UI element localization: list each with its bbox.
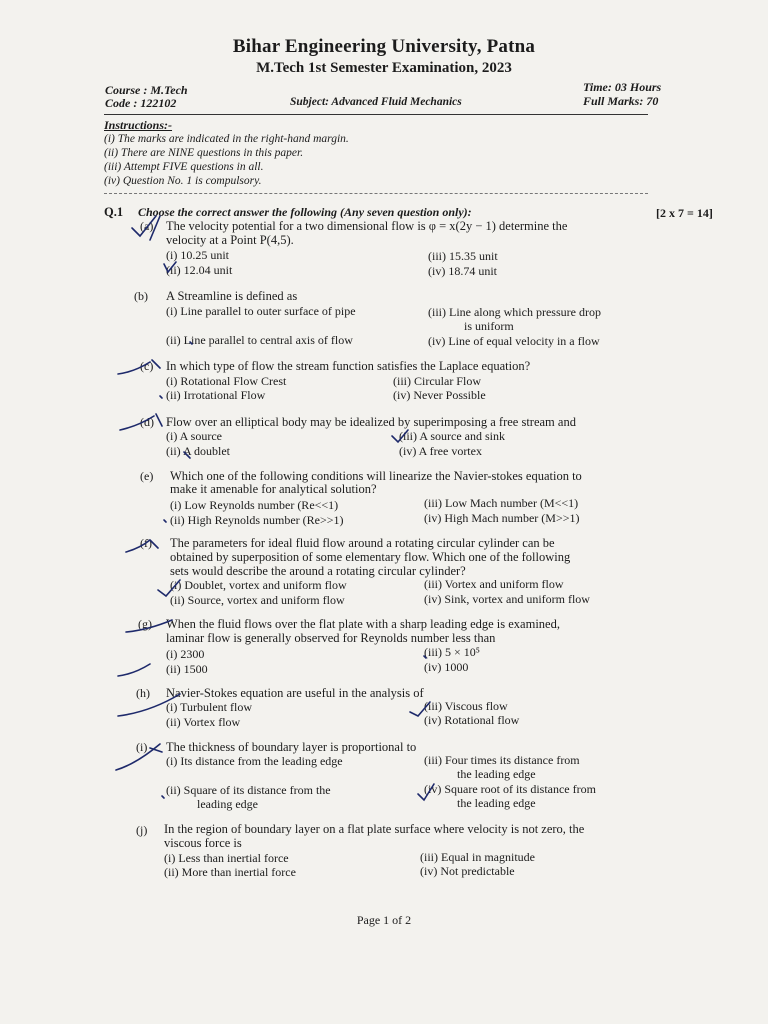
course-label: Course : M.Tech [105, 83, 188, 97]
part-label: (g) [138, 617, 152, 631]
part-label: (b) [134, 289, 148, 303]
code-label: Code : 122102 [105, 96, 177, 110]
full-marks-label: Full Marks: 70 [583, 94, 659, 108]
part-label: (j) [136, 823, 148, 837]
option: the leading edge [457, 767, 536, 781]
page-number: Page 1 of 2 [356, 913, 412, 927]
option: (ii) Line parallel to central axis of flow [166, 333, 353, 347]
time-label: Time: 03 Hours [583, 80, 662, 94]
instruction-item: (iii) Attempt FIVE questions in all. [104, 161, 264, 173]
question-text: make it amenable for analytical solution? [170, 482, 377, 496]
pen-mark-e-ii [164, 520, 166, 522]
option: (iii) Viscous flow [424, 699, 508, 713]
option: (iii) Four times its distance from [424, 753, 580, 767]
question-text: Which one of the following conditions will linearize the Navier-stokes equation to [170, 469, 582, 483]
option: (ii) High Reynolds number (Re>>1) [170, 513, 344, 527]
instruction-item: (ii) There are NINE questions in this paper. [104, 147, 304, 159]
option: (i) 10.25 unit [166, 248, 229, 262]
question-text: Navier-Stokes equation are useful in the analysis of [166, 686, 424, 700]
option: (iv) Rotational flow [424, 713, 520, 727]
option: (iii) 5 × 10⁵ [424, 645, 480, 659]
option: (iv) Square root of its distance from [424, 782, 596, 796]
option: (i) Doublet, vortex and uniform flow [170, 578, 347, 592]
option: the leading edge [457, 796, 536, 810]
part-label: (a) [140, 219, 154, 233]
part-label: (c) [140, 359, 154, 373]
option: (i) Less than inertial force [164, 851, 289, 865]
option: (iii) Vortex and uniform flow [424, 577, 564, 591]
option: (iv) Line of equal velocity in a flow [428, 334, 600, 348]
pen-mark-c [118, 360, 160, 374]
subject-label: Subject: Advanced Fluid Mechanics [290, 96, 462, 108]
question-text: In which type of flow the stream function satisfies the Laplace equation? [166, 359, 531, 373]
option: (i) Turbulent flow [166, 700, 253, 714]
header-divider [104, 114, 648, 115]
instruction-item: (iv) Question No. 1 is compulsory. [104, 175, 262, 187]
option: (iv) High Mach number (M>>1) [424, 511, 580, 525]
option: (ii) Square of its distance from the [166, 783, 331, 797]
question-text: In the region of boundary layer on a flat plate surface where velocity is not zero, the [164, 822, 585, 836]
option: leading edge [197, 797, 258, 811]
part-label: (e) [140, 469, 154, 483]
option: (iii) 15.35 unit [428, 249, 498, 263]
question-text: The thickness of boundary layer is proportional to [166, 740, 417, 754]
option: (iii) Line along which pressure drop [428, 305, 601, 319]
exam-title: M.Tech 1st Semester Examination, 2023 [256, 60, 512, 76]
option: (iv) A free vortex [399, 444, 482, 458]
question-text: The velocity potential for a two dimensional flow is φ = x(2y − 1) determine the [166, 219, 568, 233]
question-text: viscous force is [164, 836, 242, 850]
option: (i) Rotational Flow Crest [166, 374, 287, 388]
option: (iii) Low Mach number (M<<1) [424, 496, 579, 510]
option: (iv) 1000 [424, 660, 469, 674]
option: (iii) Circular Flow [393, 374, 481, 388]
question-text: The parameters for ideal fluid flow around a rotating circular cylinder can be [170, 536, 555, 550]
pen-mark-i-ii [162, 796, 164, 798]
part-label: (d) [140, 415, 154, 429]
option: (ii) A doublet [166, 444, 230, 458]
instructions-divider [104, 193, 648, 194]
option: (i) Its distance from the leading edge [166, 754, 343, 768]
option: (ii) Source, vortex and uniform flow [170, 593, 345, 607]
question-number: Q.1 [104, 205, 124, 219]
option: (iv) Never Possible [393, 388, 486, 402]
option: (iv) Not predictable [420, 864, 515, 878]
option: (ii) 12.04 unit [166, 263, 233, 277]
option: (i) A source [166, 429, 222, 443]
question-title: Choose the correct answer the following (Any seven question only): [138, 205, 472, 219]
question-text: sets would describe the around a rotating circular cylinder? [170, 564, 466, 578]
university-title: Bihar Engineering University, Patna [232, 36, 536, 57]
option: is uniform [464, 319, 514, 333]
option: (ii) 1500 [166, 662, 208, 676]
question-text: obtained by superposition of some elementary flow. Which one of the following [170, 550, 571, 564]
part-label: (f) [140, 536, 152, 550]
question-text: A Streamline is defined as [166, 289, 298, 303]
option: (ii) Vortex flow [166, 715, 241, 729]
question-text: Flow over an elliptical body may be idealized by superimposing a free stream and [166, 415, 576, 429]
option: (i) 2300 [166, 647, 205, 661]
option: (iii) A source and sink [399, 429, 505, 443]
instructions-title: Instructions:- [104, 118, 173, 132]
question-text: When the fluid flows over the flat plate with a sharp leading edge is examined, [166, 617, 560, 631]
option: (iv) 18.74 unit [428, 264, 497, 278]
question-text: laminar flow is generally observed for Reynolds number less than [166, 631, 496, 645]
question-marks: [2 x 7 = 14] [656, 206, 713, 220]
option: (ii) More than inertial force [164, 865, 296, 879]
option: (iii) Equal in magnitude [420, 850, 535, 864]
option: (i) Line parallel to outer surface of pipe [166, 304, 356, 318]
part-label: (h) [136, 686, 150, 700]
option: (i) Low Reynolds number (Re<<1) [170, 498, 339, 512]
instruction-item: (i) The marks are indicated in the right-hand margin. [104, 133, 349, 145]
option: (iv) Sink, vortex and uniform flow [424, 592, 590, 606]
option: (ii) Irrotational Flow [166, 388, 266, 402]
part-label: (i) [136, 740, 148, 754]
pen-mark-c-ii [160, 396, 162, 398]
question-text: velocity at a Point P(4,5). [166, 233, 294, 247]
